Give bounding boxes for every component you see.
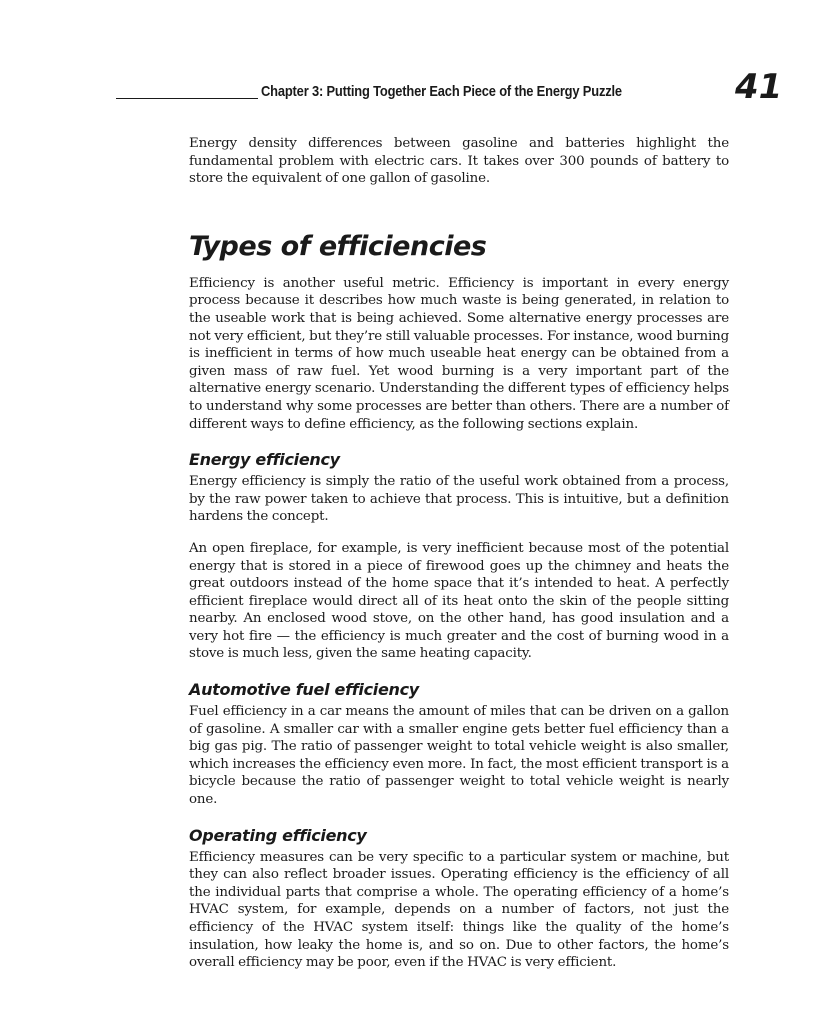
header-rule [116,98,258,99]
intro-paragraph: Energy density differences between gasoline and batteries highlight the fundamental problem with electric cars. It takes over 300 pounds of battery to store the equivalent of one gallon of gasoline. [189,136,729,187]
operating-efficiency-paragraph: Efficiency measures can be very specific to a particular system or machine, but they can also reflect broader issues. Operating efficiency is the efficiency of all the individual parts that comprise a whole. The operating efficiency of a home’s HVAC system, for example, depends on a number of factors, not just the efficiency of the HVAC system itself: things like the quality of the home’s insulation, how leaky the home is, and so on. Due to other factors, the home’s overall efficiency may be poor, even if the HVAC is very efficient. [189,849,729,971]
subheading-operating-efficiency: Operating efficiency [189,825,367,845]
automotive-fuel-efficiency-paragraph: Fuel efficiency in a car means the amount of miles that can be driven on a gallon of gasoline. A smaller car with a smaller engine gets better fuel efficiency than a big gas pig. The ratio of passenger weight to total vehicle weight is also smaller, which increases the efficiency even more. In fact, the most efficient transport is a bicycle because the ratio of passenger weight to total vehicle weight is nearly one. [189,704,729,808]
section-intro-paragraph: Efficiency is another useful metric. Efficiency is important in every energy process because it describes how much waste is being generated, in relation to the useable work that is being achieved. Some alternative energy processes are not very efficient, but they’re still valuable processes. For instance, wood burning is inefficient in terms of how much useable heat energy can be obtained from a given mass of raw fuel. Yet wood burning is a very important part of the alternative energy scenario. Understanding the different types of efficiency helps to understand why some processes are better than others. There are a number of different ways to define efficiency, as the following sections explain. [189,275,729,432]
page-body [189,135,729,972]
running-header-title: Chapter 3: Putting Together Each Piece of the Energy Puzzle [261,83,622,100]
subheading-energy-efficiency: Energy efficiency [189,450,340,470]
subheading-automotive-fuel-efficiency: Automotive fuel efficiency [189,680,419,700]
section-heading-types-of-efficiencies: Types of efficiencies [189,230,487,262]
energy-efficiency-paragraph-1: Energy efficiency is simply the ratio of the useful work obtained from a process, by the raw power taken to achieve that process. This is intuitive, but a definition hardens the concept. [189,474,729,525]
energy-efficiency-paragraph-2: An open fireplace, for example, is very inefficient because most of the potential energy that is stored in a piece of firewood goes up the chimney and heats the great outdoors instead of the home space that it’s intended to heat. A perfectly efficient fireplace would direct all of its heat onto the skin of the people sitting nearby. An enclosed wood stove, on the other hand, has good insulation and a very hot fire — the efficiency is much greater and the cost of burning wood in a stove is much less, given the same heating capacity. [189,540,729,662]
page-number: 41 [735,67,783,107]
